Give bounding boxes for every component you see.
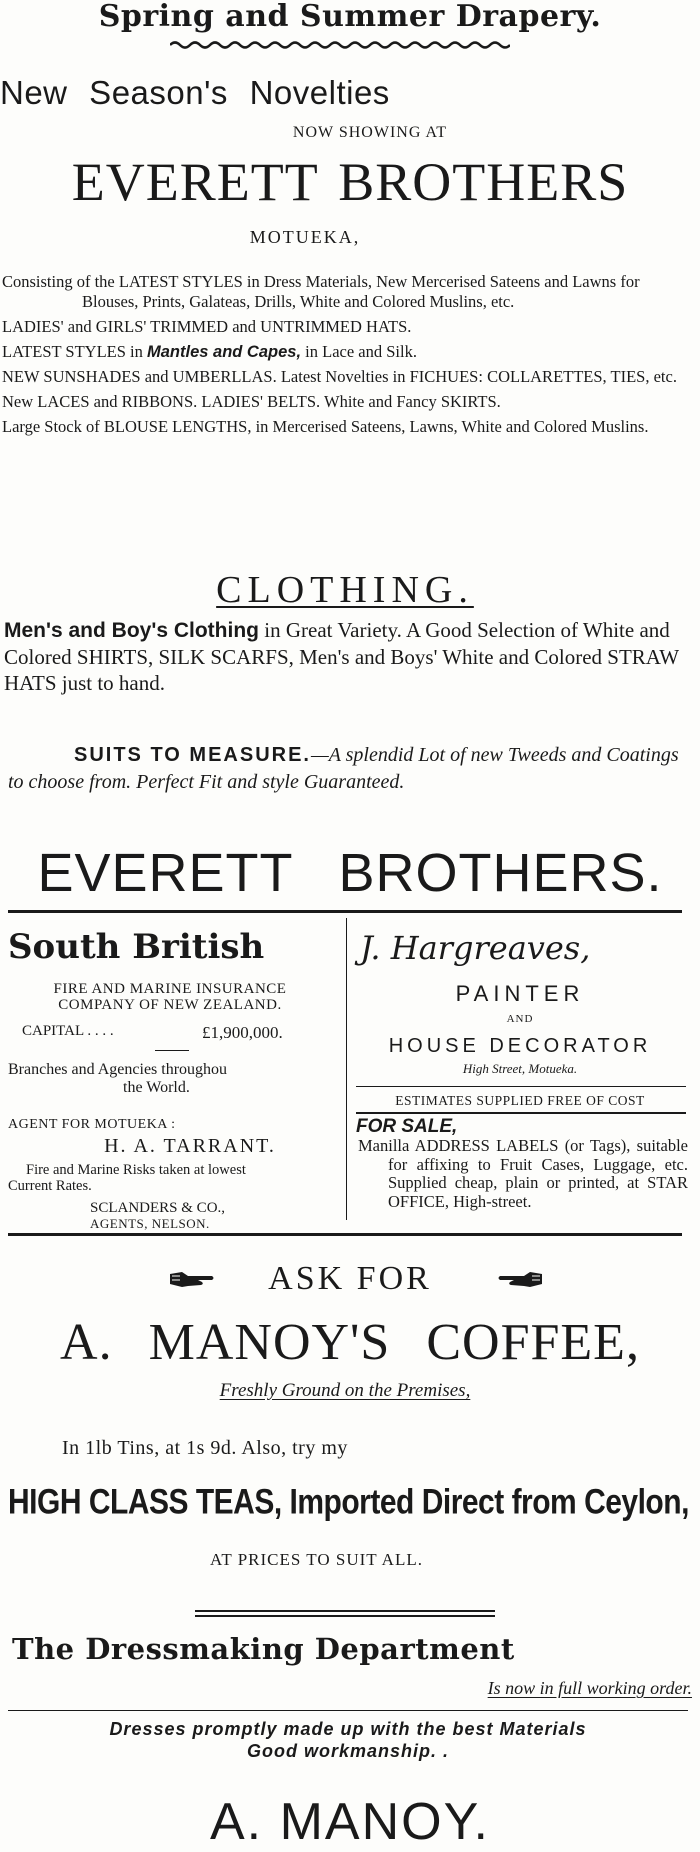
freshly-ground-line: Freshly Ground on the Premises,	[219, 1380, 471, 1401]
south-british-title: South British	[8, 927, 265, 967]
list-item	[2, 342, 678, 362]
list-item: LADIES' and GIRLS' TRIMMED and UNTRIMMED HATS.	[2, 317, 412, 336]
divider-rule	[356, 1086, 686, 1087]
hargreaves-title: J. Hargreaves,	[360, 929, 591, 967]
divider-rule	[8, 910, 682, 913]
ornament-divider	[170, 40, 510, 50]
suits-to-measure-label: SUITS TO MEASURE.	[74, 744, 311, 766]
dressmaking-title: The Dressmaking Department	[12, 1632, 515, 1666]
for-sale-body	[358, 1137, 688, 1211]
everett-brothers-heading: EVERETT BROTHERS	[71, 152, 629, 212]
dressmaking-line2: Good workmanship. .	[246, 1741, 449, 1761]
mens-clothing-bold: Men's and Boy's Clothing	[4, 619, 259, 642]
suits-text: —A splendid Lot of new Tweeds and Coatings to choose from. Perfect Fit and style Guaranteed.	[8, 744, 679, 793]
list-item-text: in Lace and Silk.	[301, 342, 417, 361]
dressmaking-line1: Dresses promptly made up with the best Materials	[109, 1719, 587, 1739]
branches-text	[8, 1061, 342, 1097]
list-item: NEW SUNSHADES and UMBERLLAS. Latest Novelties in FICHUES: COLLARETTES, TIES, etc.	[2, 367, 677, 386]
town-name: MOTUEKA,	[249, 227, 361, 247]
painter-label: PAINTER	[455, 981, 585, 1006]
branches-line1: Branches and Agencies throughou	[8, 1061, 228, 1078]
divider-rule	[356, 1112, 686, 1114]
pointing-hand-left-icon	[496, 1268, 544, 1290]
for-sale-title: FOR SALE,	[356, 1116, 458, 1137]
insurance-line2: COMPANY OF NEW ZEALAND.	[58, 997, 282, 1013]
risks-text	[8, 1162, 338, 1194]
hargreaves-address: High Street, Motueka.	[462, 1061, 578, 1076]
clothing-heading: CLOTHING.	[216, 569, 474, 611]
estimates-line: ESTIMATES SUPPLIED FREE OF COST	[395, 1093, 645, 1108]
tins-line: In 1lb Tins, at 1s 9d. Also, try my	[62, 1437, 348, 1459]
suits-paragraph	[8, 742, 688, 796]
divider-rule	[195, 1610, 495, 1612]
stock-list	[2, 272, 678, 442]
agent-name: H. A. TARRANT.	[104, 1135, 276, 1157]
high-class-teas-line: HIGH CLASS TEAS, Imported Direct from Ceylon,	[8, 1483, 689, 1522]
sclanders-agents	[90, 1200, 350, 1232]
capital-line	[22, 1023, 340, 1040]
capital-value: £1,900,000.	[202, 1023, 283, 1042]
dressmaking-body	[8, 1718, 688, 1762]
divider-rule	[8, 1710, 688, 1711]
insurance-company-name	[0, 981, 340, 1013]
drapery-headline: Spring and Summer Drapery.	[98, 0, 602, 34]
risks-line2: Current Rates.	[8, 1178, 92, 1194]
divider-rule	[8, 1233, 682, 1236]
list-item: New LACES and RIBBONS. LADIES' BELTS. White and Fancy SKIRTS.	[2, 392, 501, 411]
capital-label: CAPITAL . . . .	[22, 1023, 114, 1039]
mens-clothing-paragraph	[4, 617, 684, 696]
insurance-line1: FIRE AND MARINE INSURANCE	[53, 981, 287, 997]
everett-brothers-footer: EVERETT BROTHERS.	[37, 843, 663, 903]
list-item-text: LATEST STYLES in	[2, 342, 147, 361]
now-showing-at: NOW SHOWING AT	[292, 124, 448, 141]
mantles-capes-emphasis: Mantles and Capes,	[147, 343, 302, 361]
new-season-novelties: New Season's Novelties	[0, 74, 390, 111]
working-order-line: Is now in full working order.	[487, 1678, 692, 1698]
short-dash	[155, 1050, 189, 1051]
divider-rule	[195, 1615, 495, 1617]
ask-for-heading: ASK FOR	[268, 1260, 432, 1297]
list-item: Consisting of the LATEST STYLES in Dress Materials, New Mercerised Sateens and Lawns for Blouses, Prints, Galateas, Drills, White and Colored Muslins, etc.	[2, 272, 640, 311]
agent-label: AGENT FOR MOTUEKA :	[8, 1117, 176, 1132]
and-label: AND	[506, 1013, 534, 1025]
house-decorator-label: HOUSE DECORATOR	[388, 1035, 652, 1057]
sclanders-name: SCLANDERS & CO.,	[90, 1200, 226, 1216]
manoys-coffee-heading: A. MANOY'S COFFEE,	[60, 1314, 640, 1371]
risks-line1: Fire and Marine Risks taken at lowest	[26, 1162, 246, 1178]
list-item: Large Stock of BLOUSE LENGTHS, in Mercerised Sateens, Lawns, White and Colored Muslins.	[2, 417, 649, 436]
agents-nelson: AGENTS, NELSON.	[90, 1216, 210, 1231]
for-sale-text: Manilla ADDRESS LABELS (or Tags), suitable for affixing to Fruit Cases, Luggage, etc. Supplied cheap, plain or printed, at STAR OFFICE, High-street.	[358, 1136, 688, 1211]
mens-clothing-text: in Great Variety. A Good Selection of White and Colored SHIRTS, SILK SCARFS, Men's and Boys' White and Colored STRAW HATS just to hand.	[4, 618, 679, 695]
prices-line: AT PRICES TO SUIT ALL.	[210, 1550, 423, 1569]
branches-line2: the World.	[123, 1079, 190, 1096]
manoy-signature: A. MANOY.	[209, 1793, 490, 1851]
